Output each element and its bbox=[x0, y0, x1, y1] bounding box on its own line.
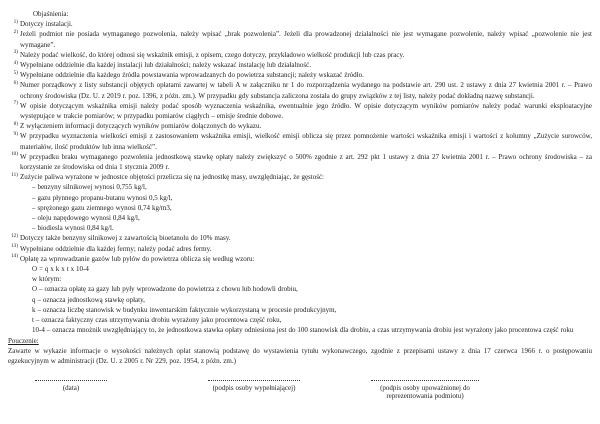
formula-line: w którym: bbox=[32, 275, 62, 284]
formula-line: O – oznacza opłatę za gazy lub pyły wprowadzone do powietrza z chowu lub hodowli drobiu, bbox=[32, 285, 298, 294]
fuel-density-item: – oleju napędowego wynosi 0,84 kg/l, bbox=[32, 214, 140, 223]
formula-line: O = q x k x t x 10-4 bbox=[32, 265, 89, 274]
footnote-text: Wypełniane oddzielnie dla każdej fermy; należy podać adres fermy. bbox=[20, 244, 212, 253]
footnote-text: Należy podać wielkość, do której odnosi się wskaźnik emisji, z opisem, czego dotyczy, przykładowo wielkość produkcji lub czas pracy. bbox=[20, 50, 405, 59]
formula-line: q – oznacza jednostkową stawkę opłaty, bbox=[32, 295, 145, 304]
signature-section bbox=[8, 379, 592, 421]
footnote-5 bbox=[8, 70, 592, 80]
footnote-marker: 8) bbox=[13, 120, 18, 127]
footnote-text: Opłatę za wprowadzanie gazów lub pyłów do powietrza oblicza się według wzoru: bbox=[20, 254, 255, 263]
footnote-9 bbox=[8, 131, 592, 151]
footnote-text: Zużycie paliwa wyrażone w jednostce objętości przelicza się na jednostkę masy, uwzględniając, że gęstość: bbox=[20, 173, 324, 182]
fuel-density-item: – sprężonego gazu ziemnego wynosi 0,74 kg/m3, bbox=[32, 203, 172, 212]
signature-filler-column bbox=[208, 379, 300, 392]
signature-representative-line bbox=[371, 379, 479, 381]
footnote-marker: 2) bbox=[13, 28, 18, 35]
footnote-text: Dotyczy także benzyny silnikowej z zawartością bioetanolu do 10% masy. bbox=[20, 234, 231, 243]
fuel-density-item: – gazu płynnego propanu-butanu wynosi 0,5 kg/l, bbox=[32, 193, 173, 202]
footnote-7 bbox=[8, 101, 592, 121]
footnote-marker: 13) bbox=[11, 243, 18, 250]
footnote-text: W opisie dotyczącym wskaźnika emisji należy podać sposób wyznaczenia wskaźnika, ewentualnie jego źródło. W opisie dotyczącym wyników pomiarów należy podać warunki eksploatacyjne występujące w trakcie pomiarów; w przypadku pomiarów ciągłych – emisje średnie dobowe. bbox=[20, 101, 592, 121]
footnote-marker: 14) bbox=[11, 253, 18, 260]
footnote-marker: 11) bbox=[11, 171, 18, 178]
formula-line: 10-4 – oznacza mnożnik uwzględniający to, że jednostkowa stawka opłaty odniesiona jest do 100 stanowisk dla drobiu, a czas utrzymywania drobiu jest wyrażony jako procentowa część roku bbox=[32, 326, 574, 335]
signature-representative-label: (podpis osoby upoważnionej do reprezentowania podmiotu) bbox=[380, 383, 470, 401]
footnote-1 bbox=[8, 19, 592, 29]
footnote-2 bbox=[8, 29, 592, 49]
footnote-10 bbox=[8, 152, 592, 172]
formula-line: k – oznacza liczbę stanowisk w budynku inwentarskim faktycznie wykorzystaną w procesie produkcyjnym, bbox=[32, 305, 337, 314]
footnote-12 bbox=[8, 233, 592, 243]
signature-date-line bbox=[35, 379, 107, 381]
footnote-3 bbox=[8, 50, 592, 60]
footnote-marker: 7) bbox=[13, 100, 18, 107]
footnote-marker: 5) bbox=[13, 69, 18, 76]
notice-text: Zawarte w wykazie informacje o wysokości należnych opłat stanowią podstawę do wystawienia tytułu wykonawczego, zgodnie z przepisami ustawy z dnia 17 czerwca 1966 r. o postępowaniu egzekucyjnym w administracji (Dz. U. z 2005 r. Nr 229, poz. 1954, z późn. zm.) bbox=[8, 346, 592, 365]
footnote-marker: 6) bbox=[13, 79, 18, 86]
signature-filler-line bbox=[208, 379, 300, 381]
footnote-marker: 1) bbox=[13, 18, 18, 25]
footnote-marker: 9) bbox=[13, 130, 18, 137]
footnote-14 bbox=[8, 254, 592, 264]
fuel-density-item: – benzyny silnikowej wynosi 0,755 kg/l, bbox=[32, 183, 147, 192]
signature-date-label: (data) bbox=[62, 383, 80, 392]
explanations-heading: Objaśnienia: bbox=[33, 10, 69, 18]
signature-date-column bbox=[35, 379, 107, 392]
footnote-marker: 3) bbox=[13, 49, 18, 56]
footnote-text: Wypełniane oddzielnie dla każdej instalacji lub działalności; należy wskazać instalację lub działalność. bbox=[20, 61, 311, 70]
footnote-marker: 12) bbox=[11, 232, 18, 239]
footnote-text: W przypadku wyznaczenia wielkości emisji z zastosowaniem wskaźnika emisji, wielkość emisji oblicza się przez pomnożenie wartości wskaźnika emisji i wartości z kolumny „Zużycie surowców, materiałów, ilość produktów lub inna wielkość”. bbox=[20, 132, 592, 151]
footnote-text: W przypadku braku wymaganego pozwolenia jednostkową stawkę opłaty należy zwiększyć o 500% zgodnie z art. 292 pkt 1 ustawy z dnia 27 kwietnia 2001 r. – Prawo ochrony środowiska – za korzystanie ze środowiska od dnia 1 stycznia 2009 r. bbox=[20, 152, 592, 172]
footnote-6 bbox=[8, 80, 592, 100]
footnote-marker: 4) bbox=[13, 59, 18, 66]
fuel-density-item: – biodiesla wynosi 0,84 kg/l. bbox=[32, 224, 114, 233]
footnote-text: Dotyczy instalacji. bbox=[20, 20, 73, 29]
notice-label: Pouczenie: bbox=[8, 336, 39, 345]
signature-filler-label: (podpis osoby wypełniającej) bbox=[212, 383, 296, 392]
footnote-text: Jeżeli podmiot nie posiada wymaganego pozwolenia, należy wpisać „brak pozwolenia”. Jeżeli dla prowadzonej działalności nie jest wymagane pozwolenie, należy wpisać „pozwolenie nie jest wymagane”. bbox=[20, 30, 592, 49]
footnote-11 bbox=[8, 172, 592, 182]
footnote-text: Numer porządkowy z listy substancji objętych opłatami zawartej w tabeli A w załączniku nr 1 do rozporządzenia wydanego na podstawie art. 290 ust. 2 ustawy z dnia 27 kwietnia 2001 r. – Prawo ochrony środowiska (Dz. U. z 2019 r. poz. 1396, z późn. zm.). W przypadku gdy substancja zaliczona została do grupy związków z tej listy, należy podać dokładną nazwę substancji. bbox=[20, 81, 592, 100]
formula-line: t – oznacza faktyczny czas utrzymywania drobiu wyrażony jako procentowa część roku, bbox=[32, 316, 282, 325]
footnote-8 bbox=[8, 121, 592, 131]
signature-representative-column bbox=[371, 379, 479, 401]
footnote-13 bbox=[8, 244, 592, 254]
footnote-text: Wypełniane oddzielnie dla każdego źródła powstawania wprowadzanych do powietrza substancji; należy wskazać źródło. bbox=[20, 71, 364, 80]
footnote-text: Z wyłączeniem informacji dotyczących wyników pomiarów dołączonych do wykazu. bbox=[20, 122, 262, 131]
footnote-4 bbox=[8, 60, 592, 70]
footnote-marker: 10) bbox=[11, 151, 18, 158]
